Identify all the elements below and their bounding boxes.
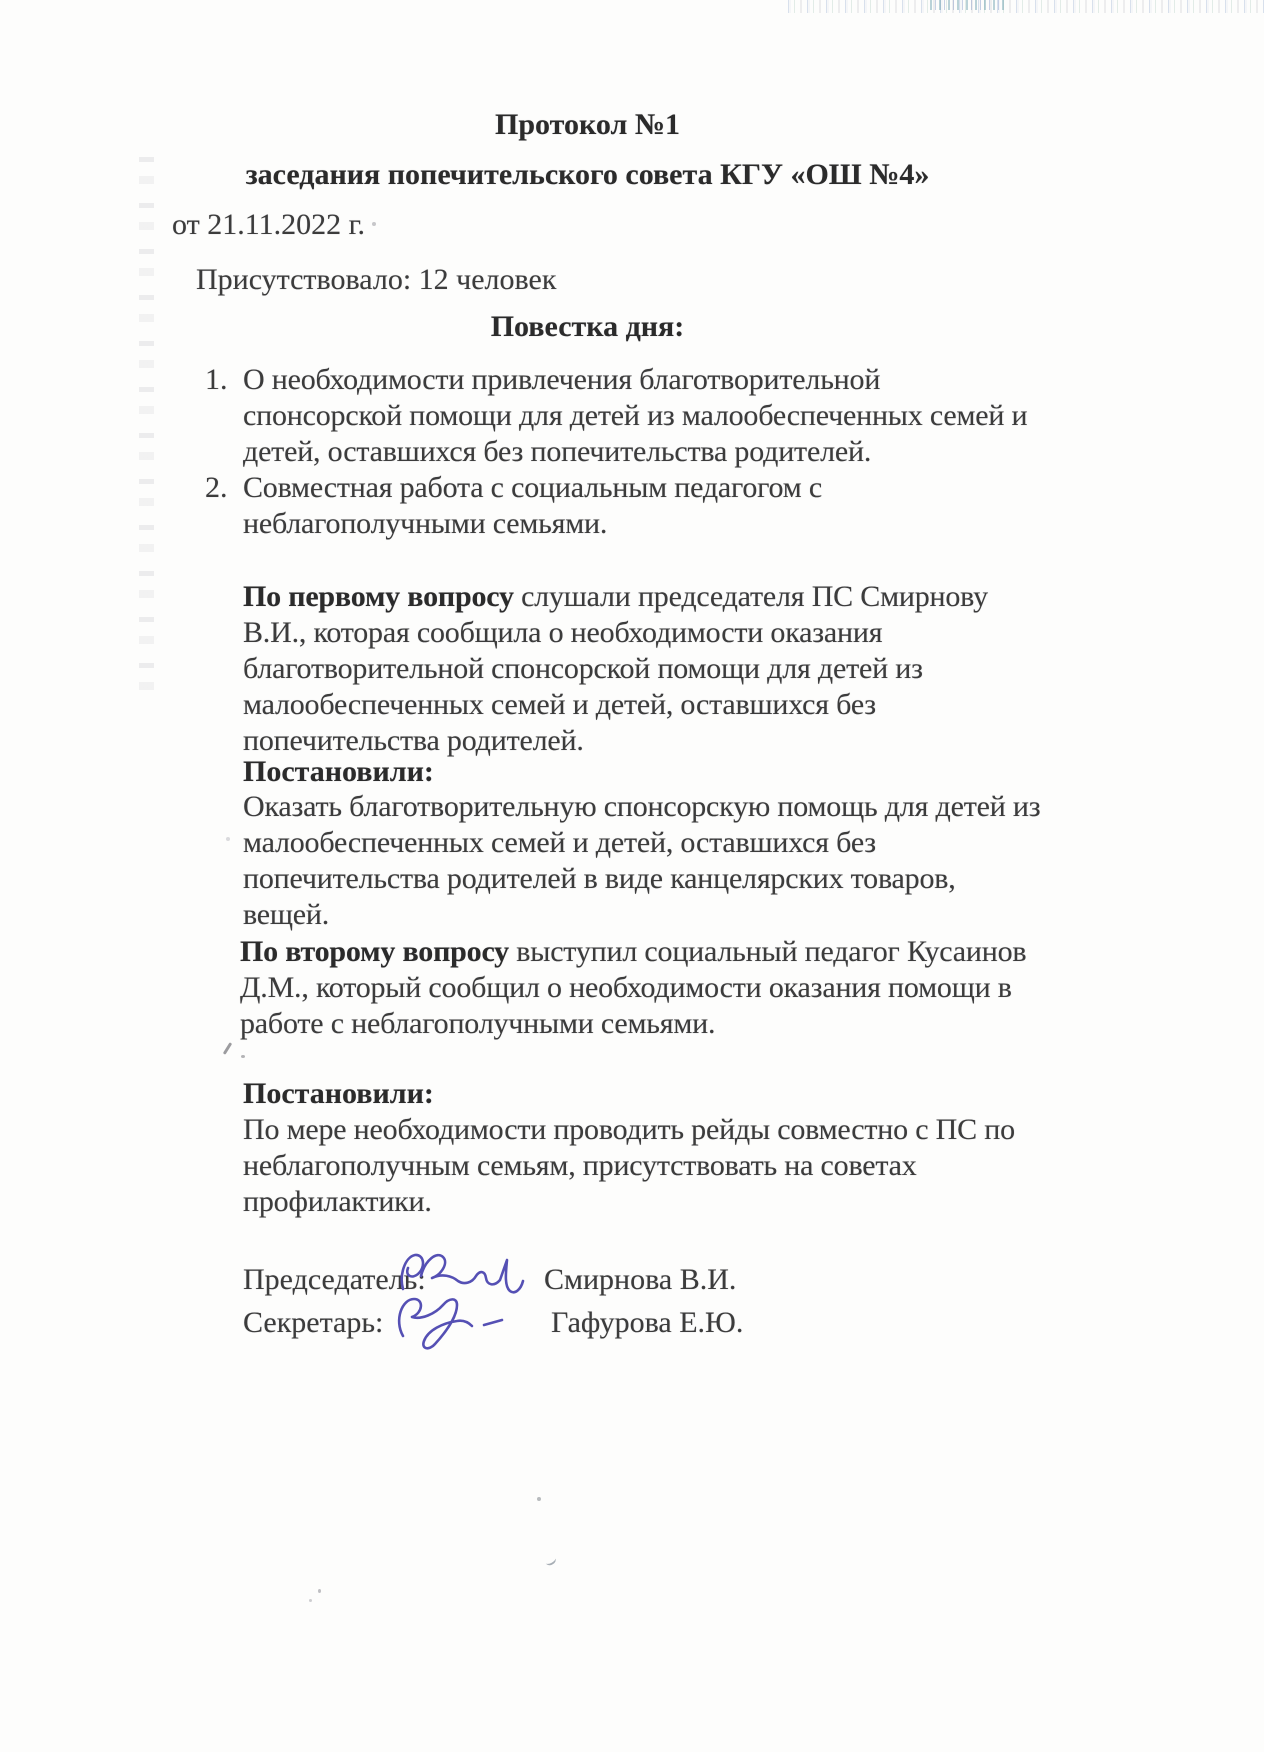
section-2-lead-paragraph — [240, 934, 1045, 1042]
section-1-lead-rest: слушали председателя ПС Смирнову В.И., которая сообщила о необходимости оказания благотворительной спонсорской помощи для детей из малообеспеченных семей и детей, оставшихся без попечительства родителей. — [243, 580, 988, 757]
section-1-lead-paragraph — [243, 579, 1048, 759]
section-1-lead-bold: По первому вопросу — [243, 580, 514, 613]
agenda-item-1-text: О необходимости привлечения благотворительной спонсорской помощи для детей из малообеспеченных семей и детей, оставшихся без попечительства родителей. — [243, 363, 1028, 468]
section-1-resolution-text: Оказать благотворительную спонсорскую помощь для детей из малообеспеченных семей и детей, оставшихся без попечительства родителей в виде канцелярских товаров, вещей. — [243, 790, 1041, 931]
section-2-resolution-heading: Постановили: — [243, 1077, 434, 1110]
attendance-line: Присутствовало: 12 человек — [196, 263, 557, 296]
agenda-item-2 — [205, 470, 1033, 542]
section-2-resolution-text: По мере необходимости проводить рейды совместно с ПС по неблагополучным семьям, присутствовать на советах профилактики. — [243, 1113, 1015, 1218]
signature-1-role: Председатель: — [243, 1263, 426, 1296]
document-body — [165, 0, 1041, 1752]
secretary-signature — [390, 1286, 525, 1352]
agenda-heading: Повестка дня: — [490, 310, 685, 343]
agenda-item-1-marker: 1. — [205, 363, 228, 396]
section-2-lead-rest: выступил социальный педагог Кусаинов Д.М., который сообщил о необходимости оказания помощи в работе с неблагополучными семьями. — [240, 935, 1027, 1040]
signature-1-name: Смирнова В.И. — [544, 1263, 737, 1296]
signature-2-name: Гафурова Е.Ю. — [551, 1306, 744, 1339]
signature-2-role: Секретарь: — [243, 1306, 384, 1339]
agenda-item-2-marker: 2. — [205, 471, 228, 504]
agenda-item-1 — [205, 362, 1033, 470]
agenda-item-2-text: Совместная работа с социальным педагогом с неблагополучными семьями. — [243, 471, 822, 540]
document-title-line-1: Протокол №1 — [495, 108, 680, 141]
section-2-lead-bold: По второму вопросу — [240, 935, 509, 968]
section-1-resolution-heading: Постановили: — [243, 755, 434, 788]
document-title-line-2: заседания попечительского совета КГУ «ОШ №4» — [245, 158, 930, 191]
document-date-line: от 21.11.2022 г. — [172, 208, 366, 241]
scan-noise-left-edge — [139, 150, 154, 690]
